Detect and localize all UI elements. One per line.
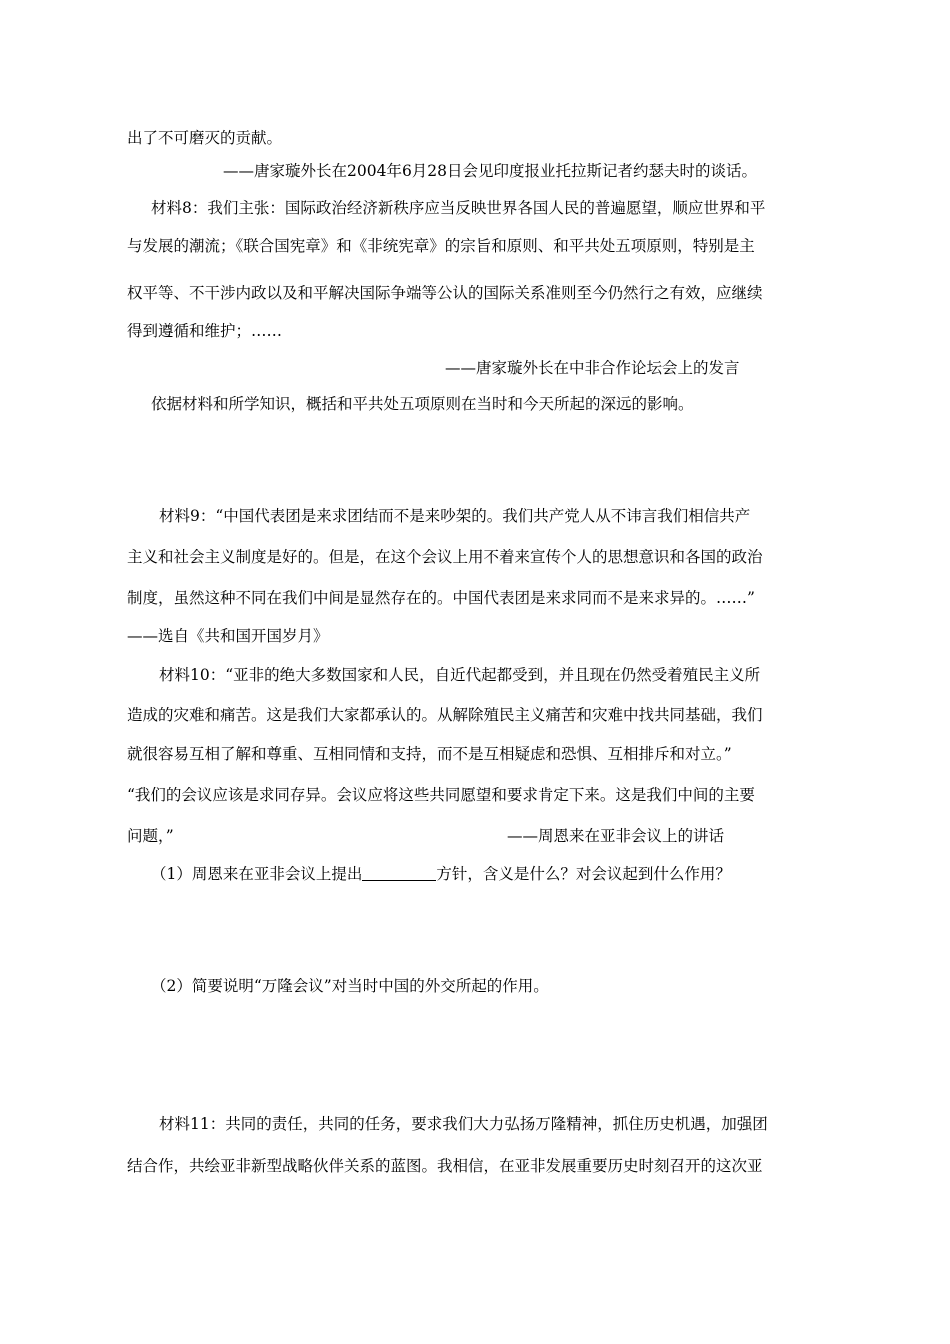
source-citation: ——选自《共和国开国岁月》 xyxy=(127,627,329,645)
question-1-suffix: 方针，含义是什么？对会议起到什么作用？ xyxy=(436,865,731,883)
material-10-line: “我们的会议应该是求同存异。会议应将这些共同愿望和要求肯定下来。这是我们中间的主要 xyxy=(127,786,755,804)
material-8-line: 与发展的潮流；《联合国宪章》和《非统宪章》的宗旨和原则、和平共处五项原则，特别是主 xyxy=(127,237,755,255)
material-9-line: 制度，虽然这种不同在我们中间是显然存在的。中国代表团是来求同而不是来求异的。……” xyxy=(127,589,755,607)
question-text: 依据材料和所学知识，概括和平共处五项原则在当时和今天所起的深远的影响。 xyxy=(151,395,694,413)
question-2: （2）简要说明“万隆会议”对当时中国的外交所起的作用。 xyxy=(151,977,549,995)
question-1 xyxy=(151,864,731,884)
source-citation: ——唐家璇外长在2004年6月28日会见印度报业托拉斯记者约瑟夫时的谈话。 xyxy=(223,162,758,180)
answer-blank[interactable] xyxy=(362,864,436,881)
source-citation: ——唐家璇外长在中非合作论坛会上的发言 xyxy=(445,359,740,377)
material-10-line: 造成的灾难和痛苦。这是我们大家都承认的。从解除殖民主义痛苦和灾难中找共同基础，我们 xyxy=(127,706,763,724)
material-11-line: 结合作，共绘亚非新型战略伙伴关系的蓝图。我相信，在亚非发展重要历史时刻召开的这次亚 xyxy=(127,1157,763,1175)
source-citation: ——周恩来在亚非会议上的讲话 xyxy=(507,827,725,845)
text-line: 出了不可磨灭的贡献。 xyxy=(127,129,283,147)
material-10-line: 材料10：“亚非的绝大多数国家和人民，自近代起都受到，并且现在仍然受着殖民主义所 xyxy=(159,666,761,684)
material-10-line: 问题，” xyxy=(127,827,174,845)
material-8-line: 权平等、不干涉内政以及和平解决国际争端等公认的国际关系准则至今仍然行之有效，应继续 xyxy=(127,284,763,302)
question-1-prefix: （1）周恩来在亚非会议上提出 xyxy=(151,865,363,883)
material-9-line: 主义和社会主义制度是好的。但是，在这个会议上用不着来宣传个人的思想意识和各国的政治 xyxy=(127,548,763,566)
material-8-line: 材料8：我们主张：国际政治经济新秩序应当反映世界各国人民的普遍愿望，顺应世界和平 xyxy=(151,199,766,217)
material-9-line: 材料9：“中国代表团是来求团结而不是来吵架的。我们共产党人从不讳言我们相信共产 xyxy=(159,507,751,525)
material-11-line: 材料11：共同的责任，共同的任务，要求我们大力弘扬万隆精神，抓住历史机遇，加强团 xyxy=(159,1115,768,1133)
material-8-line: 得到遵循和维护；…… xyxy=(127,322,283,340)
material-10-line: 就很容易互相了解和尊重、互相同情和支持，而不是互相疑虑和恐惧、互相排斥和对立。” xyxy=(127,745,732,763)
